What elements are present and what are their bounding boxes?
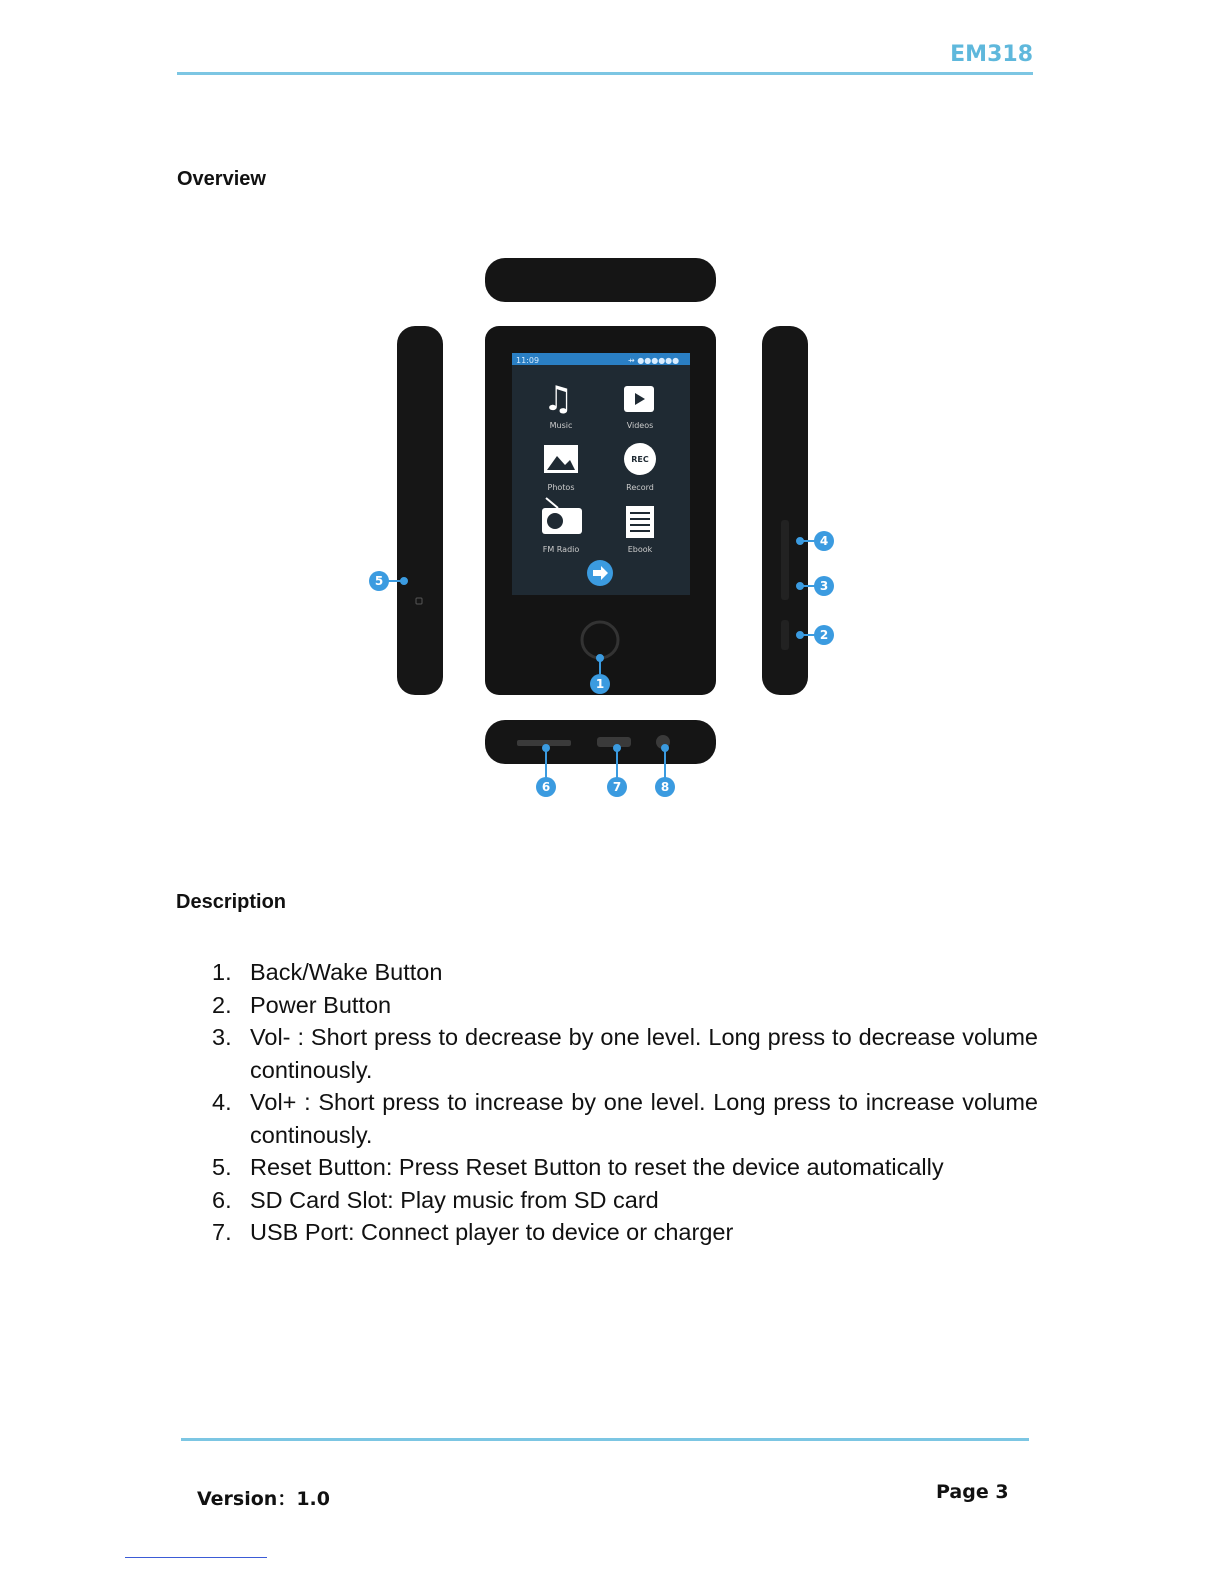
footer-link-underline [125,1557,267,1558]
ebook-label: Ebook [627,545,653,554]
overview-heading: Overview [177,168,266,190]
svg-text:7: 7 [612,780,622,794]
footer-rule [181,1438,1029,1441]
music-label: Music [549,421,573,430]
list-item: 2. Power Button [212,991,392,1018]
description-list [212,956,1038,1249]
fm-radio-label: FM Radio [542,545,580,554]
videos-label: Videos [626,421,654,430]
svg-text:2: 2 [819,628,829,642]
svg-text:8: 8 [660,780,670,794]
record-app[interactable] [624,443,656,492]
ebook-icon [626,506,654,538]
svg-text:4: 4 [819,534,829,548]
status-dots: ⇸ ●●●●●● [628,356,680,365]
svg-text:REC: REC [631,455,649,464]
svg-text:3: 3 [819,579,829,593]
list-item: 1. Back/Wake Button [212,959,443,985]
status-time: 11:09 [516,356,540,365]
photos-app[interactable] [544,445,578,492]
device-top-view [485,258,716,302]
svg-text:5: 5 [374,574,384,588]
device-overview-figure [360,250,850,810]
photos-label: Photos [547,483,575,492]
footer-version: Version：1.0 [197,1488,330,1510]
description-heading: Description [176,891,287,913]
ebook-app[interactable] [626,506,654,554]
header-rule [177,72,1033,75]
videos-app[interactable] [624,386,654,430]
list-item: 6. SD Card Slot: Play music from SD card [212,1186,659,1213]
device-screen [512,353,690,595]
footer-page-number: Page 3 [936,1481,1009,1503]
volume-rocker [781,520,789,600]
list-item: 4. Vol+ : Short press to increase by one level. Long press to increase volume continously. [212,1089,1038,1148]
svg-text:1: 1 [595,677,605,691]
list-item: 5. Reset Button: Press Reset Button to reset the device automatically [212,1154,944,1180]
device-illustration [360,250,850,810]
list-item: 3. Vol- : Short press to decrease by one level. Long press to decrease volume continously. [212,1024,1038,1083]
music-icon: ♫ [543,379,574,419]
list-item: 7. USB Port: Connect player to device or charger [212,1219,734,1245]
svg-text:6: 6 [541,780,551,794]
power-button-shape [781,620,789,650]
device-left-side-view [397,326,443,695]
record-label: Record [626,483,654,492]
header-model-number: EM318 [950,42,1033,67]
